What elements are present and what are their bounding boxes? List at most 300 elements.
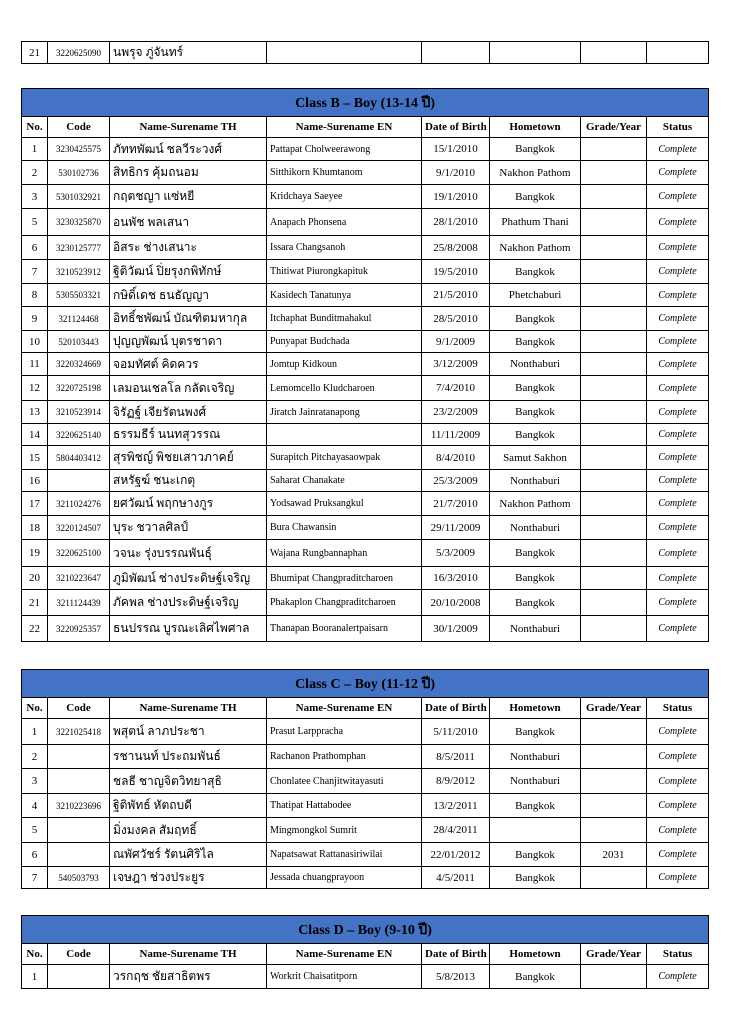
cell-grade-year xyxy=(581,516,647,540)
cell-no: 19 xyxy=(22,540,48,567)
cell-hometown xyxy=(490,818,581,843)
cell-grade-year xyxy=(581,616,647,642)
header-no: No. xyxy=(22,117,48,138)
table-row xyxy=(22,818,709,843)
cell-date-of-birth: 29/11/2009 xyxy=(422,516,490,540)
cell-name-th: กฤตชญา แซ่หยี xyxy=(110,185,267,209)
cell-grade-year xyxy=(581,446,647,470)
cell-code: 3210223647 xyxy=(48,567,110,590)
cell-status: Complete xyxy=(647,965,709,989)
cell-name-en: Bhumipat Changpraditcharoen xyxy=(267,567,422,590)
class-title: Class B – Boy (13-14 ปี) xyxy=(22,89,709,117)
cell-name-en: Yodsawad Pruksangkul xyxy=(267,492,422,516)
cell-code xyxy=(48,470,110,492)
header-name-th: Name-Surename TH xyxy=(110,117,267,138)
top-fragment-table xyxy=(21,41,709,64)
cell-grade-year xyxy=(581,42,647,64)
cell-grade-year xyxy=(581,284,647,307)
table-row xyxy=(22,424,709,446)
cell-hometown: Bangkok xyxy=(490,843,581,867)
cell-grade-year xyxy=(581,209,647,236)
cell-grade-year xyxy=(581,590,647,616)
cell-date-of-birth: 25/8/2008 xyxy=(422,236,490,260)
cell-name-en: Punyapat Budchada xyxy=(267,331,422,353)
cell-name-en xyxy=(267,424,422,446)
cell-no: 22 xyxy=(22,616,48,642)
class-c-table xyxy=(21,669,709,889)
class-title-row xyxy=(22,916,709,944)
cell-grade-year xyxy=(581,492,647,516)
cell-code: 3230325870 xyxy=(48,209,110,236)
header-no: No. xyxy=(22,698,48,719)
cell-no: 21 xyxy=(22,42,48,64)
cell-code: 3210223696 xyxy=(48,794,110,818)
cell-no: 17 xyxy=(22,492,48,516)
table-row xyxy=(22,307,709,331)
cell-name-en xyxy=(267,42,422,64)
cell-code: 3220124507 xyxy=(48,516,110,540)
table-row xyxy=(22,446,709,470)
cell-date-of-birth: 30/1/2009 xyxy=(422,616,490,642)
cell-no: 16 xyxy=(22,470,48,492)
header-name-en: Name-Surename EN xyxy=(267,698,422,719)
header-status: Status xyxy=(647,117,709,138)
cell-name-en: Lemomcello Kludcharoen xyxy=(267,376,422,401)
cell-date-of-birth: 23/2/2009 xyxy=(422,401,490,424)
cell-hometown: Nonthaburi xyxy=(490,353,581,376)
header-name-en: Name-Surename EN xyxy=(267,117,422,138)
cell-status: Complete xyxy=(647,331,709,353)
cell-date-of-birth: 11/11/2009 xyxy=(422,424,490,446)
cell-hometown: Phetchaburi xyxy=(490,284,581,307)
cell-code: 520103443 xyxy=(48,331,110,353)
cell-no: 4 xyxy=(22,794,48,818)
header-grade-year: Grade/Year xyxy=(581,117,647,138)
cell-hometown: Bangkok xyxy=(490,794,581,818)
cell-status: Complete xyxy=(647,236,709,260)
cell-name-th: บุระ ชวาลศิลป์ xyxy=(110,516,267,540)
cell-hometown: Nakhon Pathom xyxy=(490,236,581,260)
cell-date-of-birth: 5/11/2010 xyxy=(422,719,490,745)
cell-grade-year xyxy=(581,769,647,794)
cell-no: 21 xyxy=(22,590,48,616)
cell-name-en: Thatipat Hattabodee xyxy=(267,794,422,818)
cell-status: Complete xyxy=(647,376,709,401)
cell-code xyxy=(48,745,110,769)
cell-grade-year xyxy=(581,719,647,745)
cell-date-of-birth: 15/1/2010 xyxy=(422,138,490,161)
cell-name-th: สิทธิกร คุ้มถนอม xyxy=(110,161,267,185)
class-title-row xyxy=(22,670,709,698)
cell-grade-year xyxy=(581,307,647,331)
cell-name-en: Sitthikorn Khumtanom xyxy=(267,161,422,185)
cell-name-th: สหรัฐฆ์ ชนะเกตุ xyxy=(110,470,267,492)
header-grade-year: Grade/Year xyxy=(581,698,647,719)
cell-date-of-birth: 4/5/2011 xyxy=(422,867,490,889)
header-code: Code xyxy=(48,698,110,719)
class-title-row xyxy=(22,89,709,117)
cell-name-en: Anapach Phonsena xyxy=(267,209,422,236)
cell-grade-year: 2031 xyxy=(581,843,647,867)
cell-date-of-birth: 19/5/2010 xyxy=(422,260,490,284)
cell-code: 3220625140 xyxy=(48,424,110,446)
cell-status: Complete xyxy=(647,260,709,284)
header-name-th: Name-Surename TH xyxy=(110,944,267,965)
cell-name-en: Saharat Chanakate xyxy=(267,470,422,492)
cell-name-en: Jiratch Jainratanapong xyxy=(267,401,422,424)
table-row xyxy=(22,185,709,209)
cell-date-of-birth: 25/3/2009 xyxy=(422,470,490,492)
cell-grade-year xyxy=(581,353,647,376)
cell-no: 7 xyxy=(22,260,48,284)
cell-code: 321124468 xyxy=(48,307,110,331)
header-date-of-birth: Date of Birth xyxy=(422,944,490,965)
cell-name-th: อิทธิ์ชพัฒน์ บัณฑิตมหากุล xyxy=(110,307,267,331)
cell-status: Complete xyxy=(647,867,709,889)
cell-code: 3221025418 xyxy=(48,719,110,745)
cell-name-th: ยศวัฒน์ พฤกษางกูร xyxy=(110,492,267,516)
cell-hometown: Nonthaburi xyxy=(490,616,581,642)
table-row xyxy=(22,353,709,376)
cell-name-th: นพรุจ ภู่จันทร์ xyxy=(110,42,267,64)
header-hometown: Hometown xyxy=(490,698,581,719)
cell-name-th: จิรัฏฐ์ เจียรัตนพงศ์ xyxy=(110,401,267,424)
table-row xyxy=(22,236,709,260)
cell-no: 1 xyxy=(22,138,48,161)
cell-no: 6 xyxy=(22,843,48,867)
cell-date-of-birth: 13/2/2011 xyxy=(422,794,490,818)
cell-code: 3220725198 xyxy=(48,376,110,401)
cell-name-th: เจษฎา ช่วงประยูร xyxy=(110,867,267,889)
cell-no: 12 xyxy=(22,376,48,401)
cell-grade-year xyxy=(581,965,647,989)
cell-hometown: Bangkok xyxy=(490,867,581,889)
cell-status: Complete xyxy=(647,401,709,424)
cell-name-en: Jomtup Kidkoun xyxy=(267,353,422,376)
cell-date-of-birth: 9/1/2010 xyxy=(422,161,490,185)
cell-name-th: พสุตน์ ลาภประชา xyxy=(110,719,267,745)
cell-date-of-birth: 9/1/2009 xyxy=(422,331,490,353)
cell-status: Complete xyxy=(647,745,709,769)
cell-status: Complete xyxy=(647,843,709,867)
table-row xyxy=(22,138,709,161)
cell-date-of-birth: 8/9/2012 xyxy=(422,769,490,794)
header-row xyxy=(22,698,709,719)
cell-name-th: ฐิติวัฒน์ ปิ่ยรุงกพิทักษ์ xyxy=(110,260,267,284)
cell-status: Complete xyxy=(647,590,709,616)
header-date-of-birth: Date of Birth xyxy=(422,117,490,138)
cell-name-th: ภูมิพัฒน์ ช่างประดิษฐ์เจริญ xyxy=(110,567,267,590)
cell-name-en: Prasut Larppracha xyxy=(267,719,422,745)
cell-hometown: Bangkok xyxy=(490,401,581,424)
table-row xyxy=(22,719,709,745)
cell-status: Complete xyxy=(647,616,709,642)
cell-no: 10 xyxy=(22,331,48,353)
cell-name-en: Pattapat Cholweerawong xyxy=(267,138,422,161)
cell-no: 3 xyxy=(22,185,48,209)
cell-code xyxy=(48,843,110,867)
cell-date-of-birth: 21/5/2010 xyxy=(422,284,490,307)
cell-hometown: Nonthaburi xyxy=(490,745,581,769)
cell-name-th: ปุญญพัฒน์ บุตรชาดา xyxy=(110,331,267,353)
table-row xyxy=(22,540,709,567)
cell-name-th: กษิดิ์เดช ธนธัญญา xyxy=(110,284,267,307)
header-name-en: Name-Surename EN xyxy=(267,944,422,965)
cell-grade-year xyxy=(581,794,647,818)
cell-name-en: Chonlatee Chanjitwitayasuti xyxy=(267,769,422,794)
cell-code xyxy=(48,769,110,794)
cell-status: Complete xyxy=(647,161,709,185)
cell-code xyxy=(48,965,110,989)
cell-status: Complete xyxy=(647,818,709,843)
cell-status: Complete xyxy=(647,470,709,492)
cell-no: 2 xyxy=(22,745,48,769)
table-row xyxy=(22,794,709,818)
table-row xyxy=(22,331,709,353)
cell-no: 3 xyxy=(22,769,48,794)
cell-date-of-birth: 28/5/2010 xyxy=(422,307,490,331)
table-row xyxy=(22,590,709,616)
cell-name-th: เลมอนเชลโล กลัดเจริญ xyxy=(110,376,267,401)
cell-status: Complete xyxy=(647,516,709,540)
cell-hometown: Bangkok xyxy=(490,185,581,209)
cell-date-of-birth xyxy=(422,42,490,64)
cell-name-th: ณพัศวัชร์ รัตนศิริไล xyxy=(110,843,267,867)
header-code: Code xyxy=(48,944,110,965)
cell-status: Complete xyxy=(647,185,709,209)
table-row xyxy=(22,492,709,516)
cell-date-of-birth: 22/01/2012 xyxy=(422,843,490,867)
cell-no: 2 xyxy=(22,161,48,185)
cell-no: 8 xyxy=(22,284,48,307)
cell-grade-year xyxy=(581,161,647,185)
cell-code xyxy=(48,818,110,843)
cell-name-th: ฐิติพัทธ์ หัตถบดี xyxy=(110,794,267,818)
cell-hometown: Bangkok xyxy=(490,424,581,446)
cell-grade-year xyxy=(581,567,647,590)
cell-name-th: อนพัช พลเสนา xyxy=(110,209,267,236)
cell-status: Complete xyxy=(647,769,709,794)
cell-status: Complete xyxy=(647,424,709,446)
cell-code: 5305503321 xyxy=(48,284,110,307)
cell-hometown: Nakhon Pathom xyxy=(490,492,581,516)
cell-status: Complete xyxy=(647,284,709,307)
cell-status: Complete xyxy=(647,567,709,590)
cell-grade-year xyxy=(581,745,647,769)
cell-status: Complete xyxy=(647,719,709,745)
cell-name-en: Wajana Rungbannaphan xyxy=(267,540,422,567)
cell-name-th: ธรรมธีร์ นนทสุวรรณ xyxy=(110,424,267,446)
cell-code: 530102736 xyxy=(48,161,110,185)
header-row xyxy=(22,117,709,138)
cell-code: 5301032921 xyxy=(48,185,110,209)
cell-hometown: Bangkok xyxy=(490,540,581,567)
cell-name-th: มิ่งมงคล สัมฤทธิ์ xyxy=(110,818,267,843)
cell-hometown: Phathum Thani xyxy=(490,209,581,236)
table-row xyxy=(22,516,709,540)
cell-hometown: Bangkok xyxy=(490,376,581,401)
cell-date-of-birth: 8/5/2011 xyxy=(422,745,490,769)
cell-no: 9 xyxy=(22,307,48,331)
cell-no: 7 xyxy=(22,867,48,889)
cell-code: 3210523914 xyxy=(48,401,110,424)
cell-status: Complete xyxy=(647,794,709,818)
cell-grade-year xyxy=(581,540,647,567)
cell-name-th: สุรพิชญ์ พิชยเสาวภาคย์ xyxy=(110,446,267,470)
cell-code: 3220324669 xyxy=(48,353,110,376)
header-no: No. xyxy=(22,944,48,965)
table-row xyxy=(22,745,709,769)
cell-code: 3220925357 xyxy=(48,616,110,642)
cell-grade-year xyxy=(581,236,647,260)
cell-status: Complete xyxy=(647,209,709,236)
cell-name-en: Kridchaya Saeyee xyxy=(267,185,422,209)
cell-date-of-birth: 28/4/2011 xyxy=(422,818,490,843)
table-row xyxy=(22,616,709,642)
cell-date-of-birth: 20/10/2008 xyxy=(422,590,490,616)
cell-date-of-birth: 5/8/2013 xyxy=(422,965,490,989)
header-row xyxy=(22,944,709,965)
cell-name-en: Thanapan Booranalertpaisarn xyxy=(267,616,422,642)
cell-status xyxy=(647,42,709,64)
table-row xyxy=(22,567,709,590)
cell-name-th: วรกฤช ชัยสาธิตพร xyxy=(110,965,267,989)
cell-name-en: Thitiwat Piurongkapituk xyxy=(267,260,422,284)
cell-name-en: Issara Changsanoh xyxy=(267,236,422,260)
class-d-table xyxy=(21,915,709,989)
cell-date-of-birth: 19/1/2010 xyxy=(422,185,490,209)
table-row xyxy=(22,769,709,794)
header-hometown: Hometown xyxy=(490,117,581,138)
cell-name-th: ธนปรรณ บูรณะเลิศไพศาล xyxy=(110,616,267,642)
cell-code: 3210523912 xyxy=(48,260,110,284)
cell-no: 6 xyxy=(22,236,48,260)
cell-code: 540503793 xyxy=(48,867,110,889)
cell-code: 5804403412 xyxy=(48,446,110,470)
cell-date-of-birth: 7/4/2010 xyxy=(422,376,490,401)
table-row xyxy=(22,376,709,401)
cell-name-th: ชลธี ชาญจิตวิทยาสุธิ xyxy=(110,769,267,794)
table-row xyxy=(22,260,709,284)
cell-code: 3230425575 xyxy=(48,138,110,161)
cell-grade-year xyxy=(581,818,647,843)
cell-hometown: Bangkok xyxy=(490,260,581,284)
table-row xyxy=(22,867,709,889)
cell-hometown: Nonthaburi xyxy=(490,516,581,540)
cell-status: Complete xyxy=(647,446,709,470)
cell-hometown: Nonthaburi xyxy=(490,470,581,492)
cell-code: 3211024276 xyxy=(48,492,110,516)
cell-name-th: วจนะ รุ่งบรรณพันธุ์ xyxy=(110,540,267,567)
header-name-th: Name-Surename TH xyxy=(110,698,267,719)
table-row xyxy=(22,161,709,185)
cell-no: 1 xyxy=(22,965,48,989)
cell-grade-year xyxy=(581,138,647,161)
cell-name-th: ภัคพล ช่างประดิษฐ์เจริญ xyxy=(110,590,267,616)
cell-status: Complete xyxy=(647,353,709,376)
cell-date-of-birth: 28/1/2010 xyxy=(422,209,490,236)
cell-hometown: Bangkok xyxy=(490,138,581,161)
cell-no: 5 xyxy=(22,209,48,236)
cell-grade-year xyxy=(581,331,647,353)
cell-grade-year xyxy=(581,401,647,424)
cell-date-of-birth: 8/4/2010 xyxy=(422,446,490,470)
table-row xyxy=(22,209,709,236)
cell-name-en: Kasidech Tanatunya xyxy=(267,284,422,307)
cell-name-en: Surapitch Pitchayasaowpak xyxy=(267,446,422,470)
table-row xyxy=(22,965,709,989)
cell-status: Complete xyxy=(647,492,709,516)
cell-code: 3211124439 xyxy=(48,590,110,616)
cell-code: 3220625090 xyxy=(48,42,110,64)
cell-date-of-birth: 21/7/2010 xyxy=(422,492,490,516)
cell-no: 1 xyxy=(22,719,48,745)
cell-date-of-birth: 16/3/2010 xyxy=(422,567,490,590)
cell-hometown: Bangkok xyxy=(490,719,581,745)
cell-hometown: Samut Sakhon xyxy=(490,446,581,470)
cell-hometown: Bangkok xyxy=(490,567,581,590)
class-title: Class D – Boy (9-10 ปี) xyxy=(22,916,709,944)
cell-grade-year xyxy=(581,376,647,401)
cell-no: 14 xyxy=(22,424,48,446)
cell-grade-year xyxy=(581,867,647,889)
cell-no: 15 xyxy=(22,446,48,470)
cell-grade-year xyxy=(581,185,647,209)
header-status: Status xyxy=(647,944,709,965)
cell-hometown: Bangkok xyxy=(490,965,581,989)
cell-code: 3220625100 xyxy=(48,540,110,567)
header-hometown: Hometown xyxy=(490,944,581,965)
class-title: Class C – Boy (11-12 ปี) xyxy=(22,670,709,698)
cell-status: Complete xyxy=(647,540,709,567)
cell-name-en: Rachanon Prathomphan xyxy=(267,745,422,769)
cell-status: Complete xyxy=(647,307,709,331)
cell-no: 20 xyxy=(22,567,48,590)
cell-hometown: Bangkok xyxy=(490,590,581,616)
cell-grade-year xyxy=(581,424,647,446)
cell-name-th: ภัททพัฒน์ ชลวีระวงศ์ xyxy=(110,138,267,161)
cell-date-of-birth: 5/3/2009 xyxy=(422,540,490,567)
cell-name-en: Workrit Chaisatitporn xyxy=(267,965,422,989)
cell-hometown xyxy=(490,42,581,64)
cell-name-en: Napatsawat Rattanasiriwilai xyxy=(267,843,422,867)
cell-hometown: Bangkok xyxy=(490,331,581,353)
cell-hometown: Nakhon Pathom xyxy=(490,161,581,185)
cell-hometown: Bangkok xyxy=(490,307,581,331)
cell-name-en: Phakaplon Changpraditcharoen xyxy=(267,590,422,616)
header-grade-year: Grade/Year xyxy=(581,944,647,965)
cell-name-en: Itchaphat Bunditmahakul xyxy=(267,307,422,331)
cell-name-th: อิสระ ช่างเสนาะ xyxy=(110,236,267,260)
table-row xyxy=(22,470,709,492)
cell-code: 3230125777 xyxy=(48,236,110,260)
header-status: Status xyxy=(647,698,709,719)
cell-name-en: Bura Chawansin xyxy=(267,516,422,540)
cell-name-en: Mingmongkol Sumrit xyxy=(267,818,422,843)
cell-no: 13 xyxy=(22,401,48,424)
cell-date-of-birth: 3/12/2009 xyxy=(422,353,490,376)
cell-name-th: จอมทัศต์ คิดควร xyxy=(110,353,267,376)
table-row xyxy=(22,284,709,307)
cell-no: 18 xyxy=(22,516,48,540)
cell-grade-year xyxy=(581,470,647,492)
cell-name-en: Jessada chuangprayoon xyxy=(267,867,422,889)
cell-grade-year xyxy=(581,260,647,284)
header-code: Code xyxy=(48,117,110,138)
table-row xyxy=(22,401,709,424)
table-row xyxy=(22,843,709,867)
class-b-table xyxy=(21,88,709,642)
